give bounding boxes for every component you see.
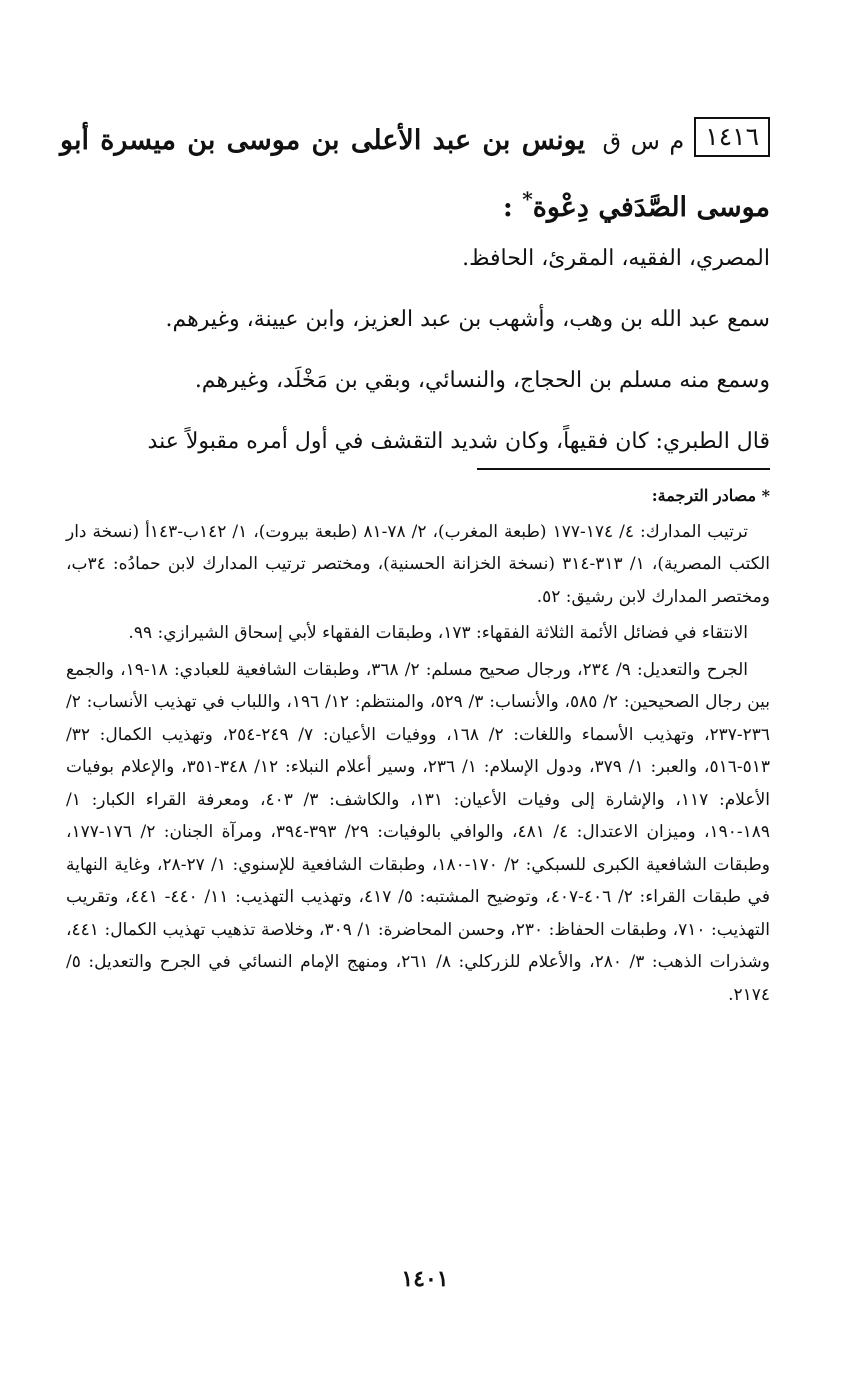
entry-body [60,228,770,472]
entry-number-box: ١٤١٦ [694,117,770,157]
footnote-sources [66,480,770,1015]
sources-paragraph: الجرح والتعديل: ٩/ ٢٣٤، ورجال صحيح مسلم: ٢/ ٣٦٨، وطبقات الشافعية للعبادي: ١٨-١٩، والجمع بين رجال الصحيحين: ٢/ ٥٨٥، والأنساب: ٣/ ٥٢٩، والمنتظم: ١٢/ ١٩٦، واللباب في تهذيب الأنساب: ٢/ ٢٣٦-٢٣٧، وتهذيب الأسماء واللغات: ٢/ ١٦٨، ووفيات الأعيان: ٧/ ٢٤٩-٢٥٤، وتهذيب الكمال: ٣٢/ ٥١٣-٥١٦، والعبر: ١/ ٣٧٩، ودول الإسلام: ١/ ٢٣٦، وسير أعلام النبلاء: ١٢/ ٣٤٨-٣٥١، والإعلام بوفيات الأعلام: ١١٧، والإشارة إلى وفيات الأعيان: ١٣١، والكاشف: ٣/ ٤٠٣، ومعرفة القراء الكبار: ١/ ١٨٩-١٩٠، وميزان الاعتدال: ٤/ ٤٨١، والوافي بالوفيات: ٢٩/ ٣٩٣-٣٩٤، ومرآة الجنان: ٢/ ١٧٦-١٧٧، وطبقات الشافعية الكبرى للسبكي: ٢/ ١٧٠-١٨٠، وطبقات الشافعية للإسنوي: ١/ ٢٧-٢٨، وغاية النهاية في طبقات القراء: ٢/ ٤٠٦-٤٠٧، وتوضيح المشتبه: ٥/ ٤١٧، وتهذيب التهذيب: ١١/ ٤٤٠- ٤٤١، وتقريب التهذيب: ٧١٠، وطبقات الحفاظ: ٢٣٠، وحسن المحاضرة: ١/ ٣٠٩، وخلاصة تذهيب تهذيب الكمال: ٤٤١، وشذرات الذهب: ٣/ ٢٨٠، والأعلام للزركلي: ٨/ ٢٦١، ومنهج الإمام النسائي في الجرح والتعديل: ٥/ ٢١٧٤. [66,659,771,1005]
body-line: قال الطبري: كان فقيهاً، وكان شديد التقشف في أول أمره مقبولاً عند [147,429,770,454]
header-colon: : [502,192,513,223]
sources-title: * مصادر الترجمة: [651,486,770,505]
entry-name: يونس بن عبد الأعلى بن موسى بن ميسرة أبو موسى الصَّدَفي دِعْوة [60,125,770,223]
sources-paragraph: ترتيب المدارك: ٤/ ١٧٤-١٧٧ (طبعة المغرب)، ٢/ ٧٨-٨١ (طبعة بيروت)، ١/ ١٤٢ب-١٤٣أ (نسخة دار الكتب المصرية)، ١/ ٣١٣-٣١٤ (نسخة الخزانة الحسنية)، ومختصر ترتيب المدارك لابن حمادُه: ٣٤ب، ومختصر المدارك لابن رشيق: ٥٢. [66,521,770,607]
body-line: سمع عبد الله بن وهب، وأشهب بن عبد العزيز، وابن عيينة، وغيرهم. [165,307,770,332]
footnote-marker: * [522,187,533,211]
page-number: ١٤٠١ [401,1266,449,1292]
body-line: وسمع منه مسلم بن الحجاج، والنسائي، وبقي بن مَخْلَد، وغيرهم. [194,368,770,393]
sources-paragraph: الانتقاء في فضائل الأئمة الثلاثة الفقهاء: ١٧٣، وطبقات الفقهاء لأبي إسحاق الشيرازي: ٩٩. [128,623,748,643]
footnote-divider [477,468,770,470]
body-line: المصري، الفقيه، المقرئ، الحافظ. [462,246,770,271]
entry-header [60,112,770,237]
book-codes: م س ق [602,127,685,155]
